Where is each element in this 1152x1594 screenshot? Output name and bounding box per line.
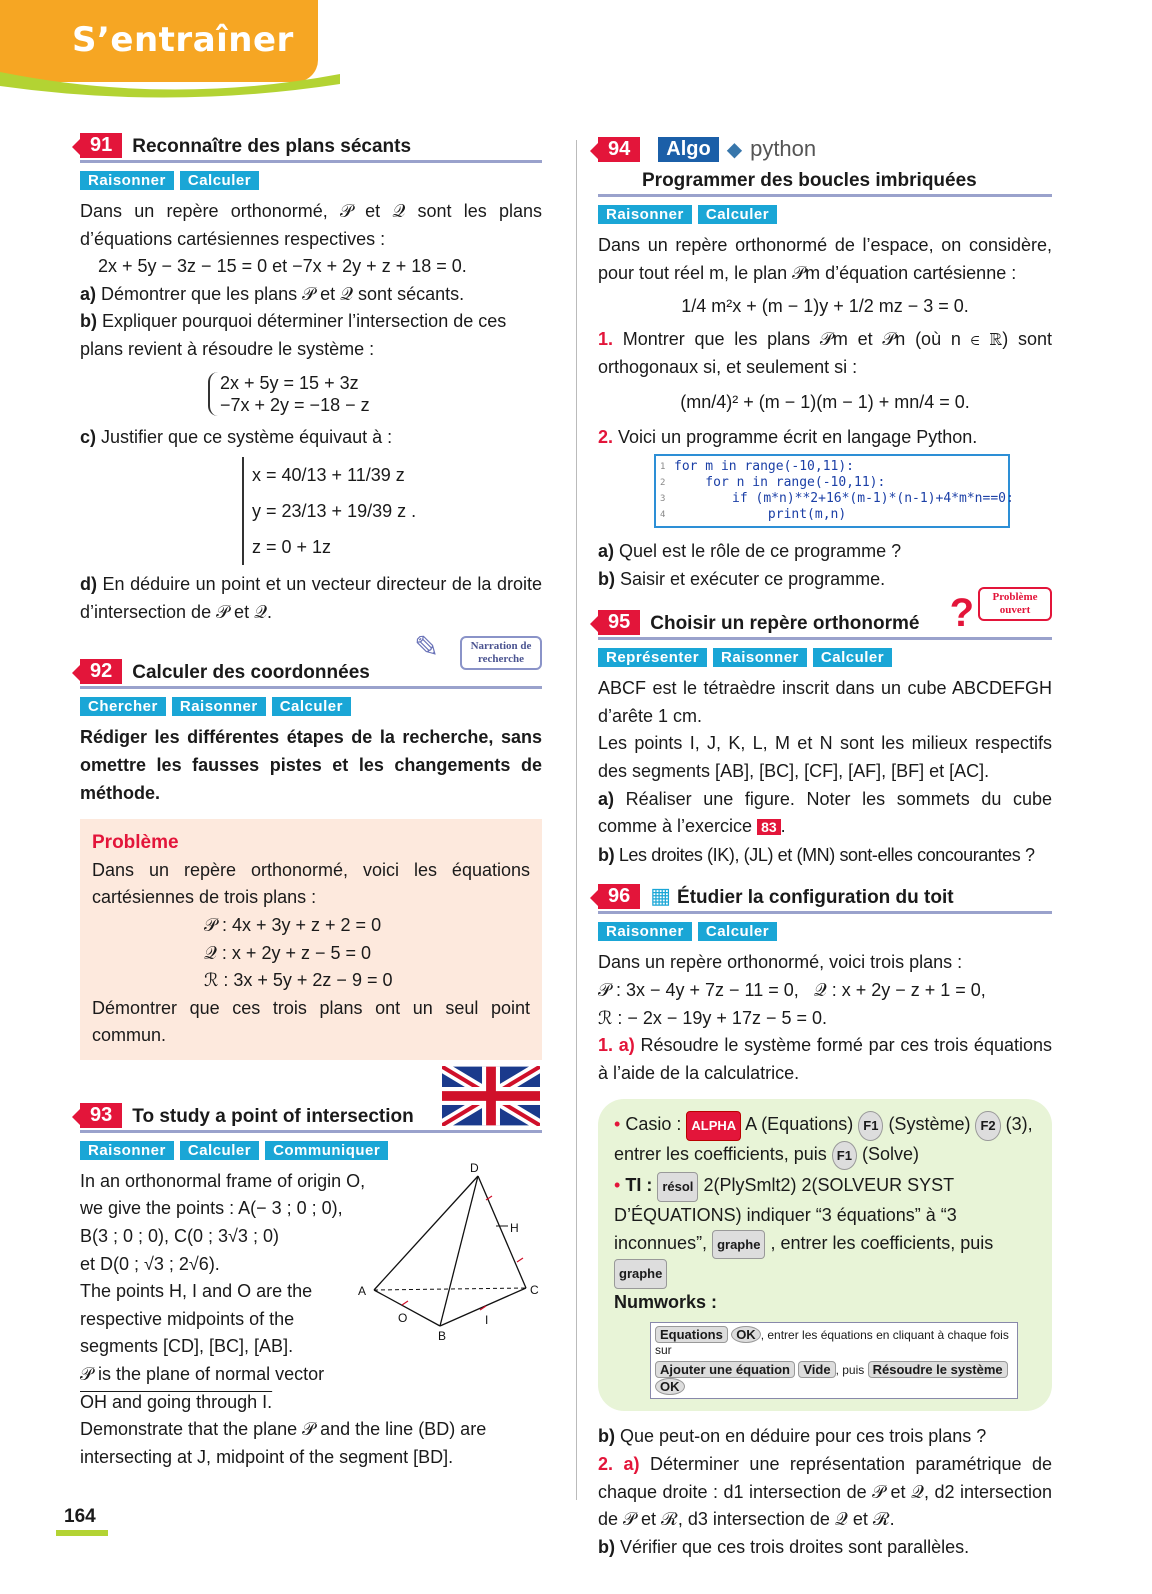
exercise-title: Calculer des coordonnées	[132, 662, 370, 684]
calculator-tips-box: • Casio : ALPHA A (Equations) F1 (Système) F2 (3), entrer les coefficients, puis F1 (Solve) • TI : résol 2(PlySmlt2) 2(SOLVEUR SYST D’ÉQUATIONS) indiquer “3 équations” à “3 inconnues”, graphe , entrer les coefficients, puis graphe Numworks : Equations OK , entrer les équations en cliquant à chaque fois sur Ajouter une équation Vide , puis Résoudre le système OK	[598, 1099, 1052, 1411]
skill-tag: Calculer	[180, 171, 259, 190]
skill-tags	[598, 648, 1052, 667]
casio-step: (Système)	[888, 1114, 971, 1135]
question-text: Voici un programme écrit en langage Python.	[618, 427, 978, 448]
code-line: 4 print(m,n)	[660, 506, 847, 522]
narration-badge: Narration de recherche	[460, 636, 542, 670]
exercise-94	[598, 136, 1052, 593]
equation: 𝒫 : 4x + 3y + z + 2 = 0	[204, 914, 382, 935]
point-label-o: O	[398, 1310, 408, 1325]
text-line: The points H, I and O are the	[80, 1281, 313, 1302]
question-label: b)	[598, 568, 615, 589]
skill-tag: Communiquer	[265, 1141, 388, 1160]
question-label: 1.	[598, 329, 614, 350]
question-mark-icon: ?	[949, 591, 974, 636]
resol-key: résol	[657, 1172, 698, 1202]
equation: (mn/4)² + (m − 1)(m − 1) + mn/4 = 0.	[680, 392, 970, 413]
tetrahedron-figure	[350, 1162, 550, 1342]
text-line: In an orthonormal frame of origin O,	[80, 1170, 366, 1191]
equation: ℛ : 3x + 5y + 2z − 9 = 0	[204, 970, 393, 991]
page-number-underline	[56, 1530, 108, 1536]
skill-tag: Raisonner	[598, 922, 692, 941]
skill-tag: Calculer	[272, 697, 351, 716]
f1-key: F1	[832, 1141, 857, 1171]
skill-tags	[80, 697, 542, 716]
casio-step: A (Equations)	[745, 1114, 854, 1135]
exercise-number: 93	[80, 1103, 122, 1128]
skill-tag: Raisonner	[80, 171, 174, 190]
ok-key: OK	[731, 1326, 761, 1343]
text-line: respective midpoints of the	[80, 1308, 295, 1329]
skill-tag: Raisonner	[80, 1141, 174, 1160]
exercise-title: Reconnaître des plans sécants	[132, 136, 412, 157]
casio-step: (3), entrer les coefficients, puis	[614, 1114, 1033, 1164]
text-line	[80, 1389, 542, 1417]
text-line: B(3 ; 0 ; 0), C(0 ; 3√3 ; 0)	[80, 1226, 279, 1247]
question-text: Les droites (IK), (JL) et (MN) sont-elles concourantes ?	[618, 844, 1035, 865]
exercise-title: To study a point of intersection	[132, 1105, 414, 1127]
exercise-number: 95	[598, 610, 640, 635]
system-of-equations	[208, 372, 542, 416]
numworks-step: , puis	[835, 1363, 865, 1378]
exercise-91	[80, 130, 542, 626]
exercise-95: 95 Choisir un repère orthonormé ? Problème ouvert Représenter Raisonner Calculer ABCF est le tétraèdre inscrit dans un cube ABCDEFGH d’arête 1 cm. Les points I, J, K, L, M et N sont les milieux respectifs des segments [AB], [BC], [CF], [AF], [BF] et [AC]. a) Réaliser une figure. Noter les sommets du cube comme à l’exercice 83 . b) Les droites (IK), (JL) et (MN) sont-elles concourantes ?	[598, 607, 1052, 869]
system-line: y = 23/13 + 19/39 z .	[252, 501, 417, 522]
exercise-body	[80, 1161, 542, 1472]
exercise-header	[598, 881, 1052, 914]
question-label: 2.	[598, 427, 614, 448]
ti-step: , entrer les coefficients, puis	[770, 1232, 994, 1253]
alpha-key: ALPHA	[686, 1111, 741, 1141]
question-text: Saisir et exécuter ce programme.	[620, 568, 886, 589]
question-text: Expliquer pourquoi déterminer l’intersection de ces plans revient à résoudre le système :	[80, 311, 507, 359]
exercise-number: 92	[80, 659, 122, 684]
text-line: segments [CD], [BC], [AB].	[80, 1336, 294, 1357]
text-line: et D(0 ; √3 ; 2√6).	[80, 1253, 220, 1274]
question-label: a)	[598, 788, 615, 809]
question-label: b)	[598, 1536, 615, 1557]
vide-key: Vide	[798, 1361, 835, 1378]
exercise-96	[598, 881, 1052, 1561]
question-text: En déduire un point et un vecteur directeur de la droite d’intersection de 𝒫 et 𝒬.	[80, 574, 542, 622]
calculator-icon: ▦	[650, 883, 672, 909]
f2-key: F2	[975, 1111, 1000, 1141]
column-divider	[576, 140, 577, 1500]
exercise-badges	[598, 136, 1052, 162]
python-label: python	[750, 136, 817, 161]
skill-tag: Chercher	[80, 697, 166, 716]
skill-tag: Calculer	[698, 205, 777, 224]
skill-tag: Raisonner	[172, 697, 266, 716]
numworks-instructions	[650, 1322, 1018, 1399]
exercise-header	[598, 591, 1052, 640]
problem-title: Problème	[92, 832, 179, 854]
vertex-label-a: A	[358, 1283, 367, 1298]
system-line: x = 40/13 + 11/39 z	[252, 465, 405, 486]
exercise-92	[80, 631, 542, 1060]
skill-tag: Calculer	[698, 922, 777, 941]
left-column	[80, 130, 552, 1471]
equation: 𝒬 : x + 2y + z − 5 = 0	[204, 942, 372, 963]
ti-step: 2(PlySmlt2) 2(SOLVEUR SYST D’ÉQUATIONS) indiquer “3 équations” à “3 inconnues”,	[614, 1175, 957, 1253]
exercise-intro: Dans un repère orthonormé, voici trois plans :	[598, 952, 963, 973]
code-line: 1 for m in range(-10,11):	[660, 458, 855, 474]
skill-tag: Raisonner	[598, 205, 692, 224]
question-text: Que peut-on en déduire pour ces trois plans ?	[620, 1426, 987, 1447]
graphe-key: graphe	[614, 1259, 667, 1289]
exercise-header	[80, 631, 542, 689]
exercise-title: Programmer des boucles imbriquées	[642, 170, 977, 191]
exercise-intro: Dans un repère orthonormé de l’espace, on considère, pour tout réel m, le plan 𝒫m d’équation cartésienne :	[598, 235, 1052, 283]
equation: 𝒫 : 3x − 4y + 7z − 11 = 0, 𝒬 : x + 2y − z + 1 = 0,	[598, 979, 986, 1000]
text-line: Demonstrate that the plane 𝒫 and the line (BD) are intersecting at J, midpoint of the segment [BD].	[80, 1419, 487, 1467]
python-logo-icon: ◆	[726, 138, 743, 161]
exercise-title: Étudier la configuration du toit	[677, 887, 954, 909]
question-text: Réaliser une figure. Noter les sommets du cube comme à l’exercice	[598, 788, 1052, 837]
question-text: Montrer que les plans 𝒫m et 𝒫n (où n ∈ ℝ) sont orthogonaux si, et seulement si :	[598, 329, 1052, 377]
equivalent-system	[242, 457, 542, 565]
page-number: 164	[64, 1506, 96, 1527]
skill-tag: Calculer	[180, 1141, 259, 1160]
page-title: S’entraîner	[72, 20, 294, 60]
open-problem-badge: Problème ouvert	[978, 587, 1052, 621]
code-line: 3 if (m*n)**2+16*(m-1)*(n-1)+4*m*n==0:	[660, 490, 1014, 506]
exercise-intro: Dans un repère orthonormé, 𝒫 et 𝒬 sont les plans d’équations cartésiennes respectives :	[80, 201, 542, 249]
vertex-label-d: D	[470, 1161, 479, 1175]
skill-tag: Raisonner	[713, 648, 807, 667]
vector-oh: OH and going through I.	[80, 1391, 273, 1412]
problem-question: Démontrer que ces trois plans ont un seul point commun.	[92, 997, 530, 1046]
ti-label: TI :	[625, 1175, 653, 1196]
numworks-label: Numworks :	[614, 1291, 718, 1312]
ok-key: OK	[655, 1378, 685, 1395]
system-line: −7x + 2y = −18 − z	[220, 394, 370, 415]
system-line: 2x + 5y = 15 + 3z	[220, 372, 359, 393]
add-equation-key: Ajouter une équation	[655, 1361, 795, 1378]
python-code-block	[654, 454, 1014, 528]
skill-tags	[598, 205, 1052, 224]
paragraph: ABCF est le tétraèdre inscrit dans un cube ABCDEFGH d’arête 1 cm.	[598, 678, 1052, 726]
casio-label: Casio :	[625, 1114, 682, 1135]
question-label: a)	[80, 283, 97, 304]
equation: 1/4 m²x + (m − 1)y + 1/2 mz − 3 = 0.	[681, 296, 969, 317]
pencil-icon: ✎	[414, 631, 440, 665]
uk-flag-icon	[442, 1066, 540, 1126]
code-line: 2 for n in range(-10,11):	[660, 474, 886, 490]
text-line: we give the points : A(− 3 ; 0 ; 0),	[80, 1198, 343, 1219]
skill-tags	[80, 1141, 542, 1160]
exercise-number: 94	[598, 137, 640, 162]
question-label: b)	[80, 311, 97, 332]
text-line: 𝒫 is the plane of normal vector	[80, 1364, 325, 1385]
problem-box	[80, 819, 542, 1060]
exercise-title: Choisir un repère orthonormé	[650, 613, 920, 635]
question-label: 1. a)	[598, 1035, 635, 1056]
instruction: Rédiger les différentes étapes de la recherche, sans omettre les fausses pistes et les changements de méthode.	[80, 727, 542, 803]
equations-key: Equations	[655, 1326, 728, 1343]
exercise-header	[80, 130, 542, 163]
question-text: Justifier que ce système équivaut à :	[101, 426, 393, 447]
equation: ℛ : − 2x − 19y + 17z − 5 = 0.	[598, 1007, 828, 1028]
point-label-i: I	[485, 1312, 489, 1327]
numworks-step: , entrer les équations en cliquant à chaque fois sur	[655, 1328, 1009, 1358]
skill-tags	[80, 171, 542, 190]
question-label: a)	[598, 540, 615, 561]
question-label: b)	[598, 1426, 615, 1447]
exercise-number: 91	[80, 133, 122, 158]
equation: 2x + 5y − 3z − 15 = 0 et −7x + 2y + z + 18 = 0.	[98, 256, 467, 277]
exercise-number: 96	[598, 884, 640, 909]
question-label: 2. a)	[598, 1454, 640, 1475]
exercise-93	[80, 1100, 542, 1472]
casio-step: (Solve)	[861, 1143, 919, 1164]
skill-tag: Calculer	[813, 648, 892, 667]
question-label: b)	[598, 844, 615, 865]
question-text: Déterminer une représentation paramétrique de chaque droite : d1 intersection de 𝒫 et 𝒬, d2 intersection de 𝒫 et ℛ, d3 intersection de 𝒬 et ℛ.	[598, 1454, 1052, 1530]
question-label: d)	[80, 574, 97, 595]
skill-tag: Représenter	[598, 648, 707, 667]
question-text: Quel est le rôle de ce programme ?	[619, 540, 902, 561]
question-text: Résoudre le système formé par ces trois équations à l’aide de la calculatrice.	[598, 1035, 1052, 1083]
header-swoosh-decoration	[0, 66, 340, 100]
system-line: z = 0 + 1z	[252, 537, 332, 558]
question-text: Vérifier que ces trois droites sont parallèles.	[620, 1536, 970, 1557]
question-label: c)	[80, 426, 97, 447]
f1-key: F1	[858, 1111, 883, 1141]
paragraph: Les points I, J, K, L, M et N sont les milieux respectifs des segments [AB], [BC], [CF], [AF], [BF] et [AC].	[598, 733, 1052, 781]
exercise-header	[598, 164, 1052, 197]
skill-tags	[598, 922, 1052, 941]
vertex-label-c: C	[530, 1282, 539, 1297]
question-text: Démontrer que les plans 𝒫 et 𝒬 sont sécants.	[101, 283, 465, 304]
exercise-header	[80, 1100, 542, 1133]
graphe-key: graphe	[712, 1230, 765, 1260]
problem-intro: Dans un repère orthonormé, voici les équations cartésiennes de trois plans :	[92, 859, 530, 908]
exercise-ref-badge[interactable]: 83	[757, 819, 781, 835]
solve-system-key: Résoudre le système	[868, 1361, 1008, 1378]
point-label-h: H	[510, 1220, 519, 1235]
right-column	[598, 136, 1070, 1561]
algo-badge: Algo	[658, 137, 718, 162]
vertex-label-b: B	[438, 1328, 447, 1342]
